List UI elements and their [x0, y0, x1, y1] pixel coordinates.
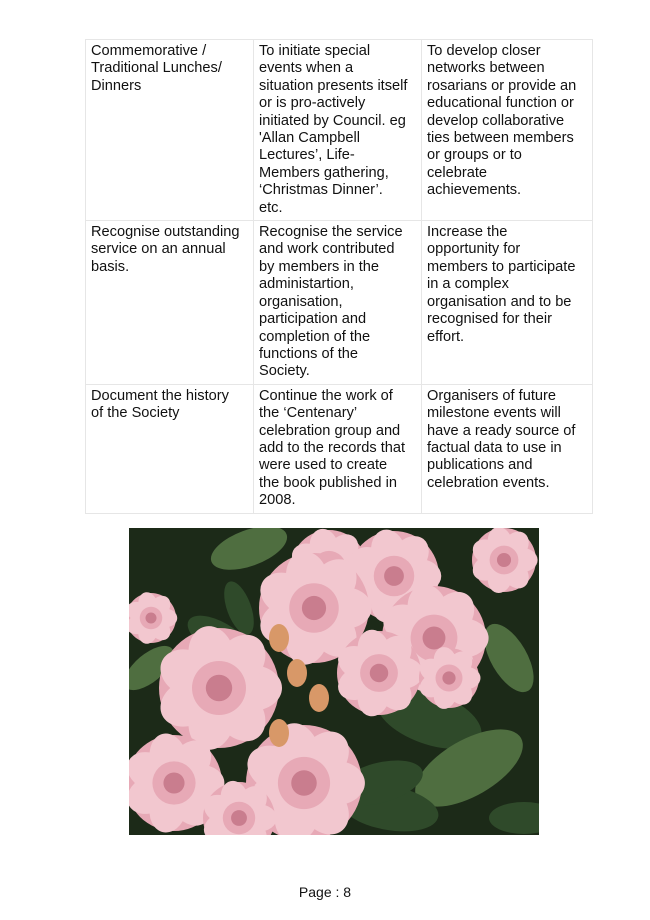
- cell-text-line: Continue the work of: [259, 387, 393, 404]
- rose-bud: [269, 719, 289, 747]
- table-cell: [422, 384, 593, 513]
- cell-text-line: completion of the: [259, 328, 371, 345]
- cell-text-line: recognised for their: [427, 311, 552, 328]
- cell-text-line: in a complex: [427, 276, 509, 293]
- cell-text-line: 'Allan Campbell: [259, 130, 360, 147]
- cell-text-line: Members gathering,: [259, 164, 389, 181]
- cell-text-line: Traditional Lunches/: [91, 60, 222, 77]
- rose-photo-drawing: [129, 528, 539, 835]
- rose-center: [384, 566, 404, 586]
- rose-photo: [129, 528, 539, 835]
- cell-text-line: were used to create: [259, 457, 388, 474]
- cell-text-line: basis.: [91, 258, 130, 275]
- cell-text-line: the ‘Centenary’: [259, 405, 358, 422]
- cell-text-line: or groups or to: [427, 147, 522, 164]
- cell-text-line: educational function or: [427, 95, 574, 112]
- page-number: Page : 8: [298, 884, 352, 900]
- rose-center: [146, 613, 157, 624]
- cell-text-line: participation and: [259, 311, 367, 328]
- cell-text-line: initiated by Council. eg: [259, 112, 406, 129]
- rose-center: [423, 627, 446, 650]
- cell-text-line: ties between members: [427, 130, 574, 147]
- table-cell: [254, 40, 422, 221]
- table-cell: [86, 40, 254, 221]
- cell-text-line: publications and: [427, 457, 533, 474]
- rose-center: [206, 675, 232, 701]
- cell-text-line: celebration group and: [259, 422, 401, 439]
- cell-text-line: or is pro-actively: [259, 95, 366, 112]
- cell-text-line: Society.: [259, 363, 310, 380]
- objectives-table: [85, 39, 593, 514]
- cell-text-line: ‘Christmas Dinner’.: [259, 182, 383, 199]
- cell-text-line: factual data to use in: [427, 439, 562, 456]
- cell-text-line: rosarians or provide an: [427, 77, 577, 94]
- cell-text-line: networks between: [427, 60, 545, 77]
- cell-text-line: and work contributed: [259, 241, 395, 258]
- cell-text-line: Recognise outstanding: [91, 224, 240, 241]
- cell-text-line: Document the history: [91, 387, 229, 404]
- rose-center: [497, 553, 511, 567]
- table-body: [86, 40, 593, 514]
- cell-text-line: Organisers of future: [427, 387, 556, 404]
- cell-text-line: To develop closer: [427, 43, 541, 59]
- cell-text-line: Increase the: [427, 224, 508, 241]
- table-cell: [86, 221, 254, 385]
- table-row: [86, 40, 593, 221]
- cell-text-line: members to participate: [427, 258, 576, 275]
- cell-text-line: develop collaborative: [427, 112, 565, 129]
- rose-bud: [287, 659, 307, 687]
- rose-center: [442, 671, 455, 684]
- table-row: [86, 384, 593, 513]
- cell-text-line: milestone events will: [427, 405, 561, 422]
- table-row: [86, 221, 593, 385]
- cell-text-line: celebrate: [427, 164, 488, 181]
- cell-text-line: 2008.: [259, 492, 296, 509]
- cell-text-line: the book published in: [259, 474, 397, 491]
- rose-center: [302, 596, 326, 620]
- cell-text-line: add to the records that: [259, 439, 406, 456]
- cell-text-line: situation presents itself: [259, 77, 408, 94]
- cell-text-line: Lectures’, Life-: [259, 147, 355, 164]
- cell-text-line: opportunity for: [427, 241, 521, 258]
- rose-center: [291, 770, 317, 796]
- cell-text-line: events when a: [259, 60, 354, 77]
- cell-text-line: achievements.: [427, 182, 522, 199]
- cell-text-line: of the Society: [91, 405, 180, 422]
- cell-text-line: have a ready source of: [427, 422, 576, 439]
- cell-text-line: etc.: [259, 199, 283, 216]
- table-cell: [254, 384, 422, 513]
- cell-text-line: celebration events.: [427, 474, 550, 491]
- cell-text-line: Recognise the service: [259, 224, 403, 241]
- cell-text-line: Commemorative /: [91, 43, 207, 59]
- rose-center: [163, 772, 184, 793]
- table-cell: [422, 221, 593, 385]
- table-cell: [422, 40, 593, 221]
- rose-bud: [309, 684, 329, 712]
- cell-text-line: Dinners: [91, 77, 142, 94]
- cell-text-line: To initiate special: [259, 43, 371, 59]
- table-cell: [86, 384, 254, 513]
- rose-bud: [269, 624, 289, 652]
- rose-center: [231, 810, 247, 826]
- rose-center: [370, 664, 388, 682]
- cell-text-line: functions of the: [259, 345, 358, 362]
- cell-text-line: by members in the: [259, 258, 380, 275]
- cell-text-line: administartion,: [259, 276, 354, 293]
- table-cell: [254, 221, 422, 385]
- cell-text-line: effort.: [427, 328, 465, 345]
- cell-text-line: organisation and to be: [427, 293, 572, 310]
- cell-text-line: organisation,: [259, 293, 343, 310]
- cell-text-line: service on an annual: [91, 241, 226, 258]
